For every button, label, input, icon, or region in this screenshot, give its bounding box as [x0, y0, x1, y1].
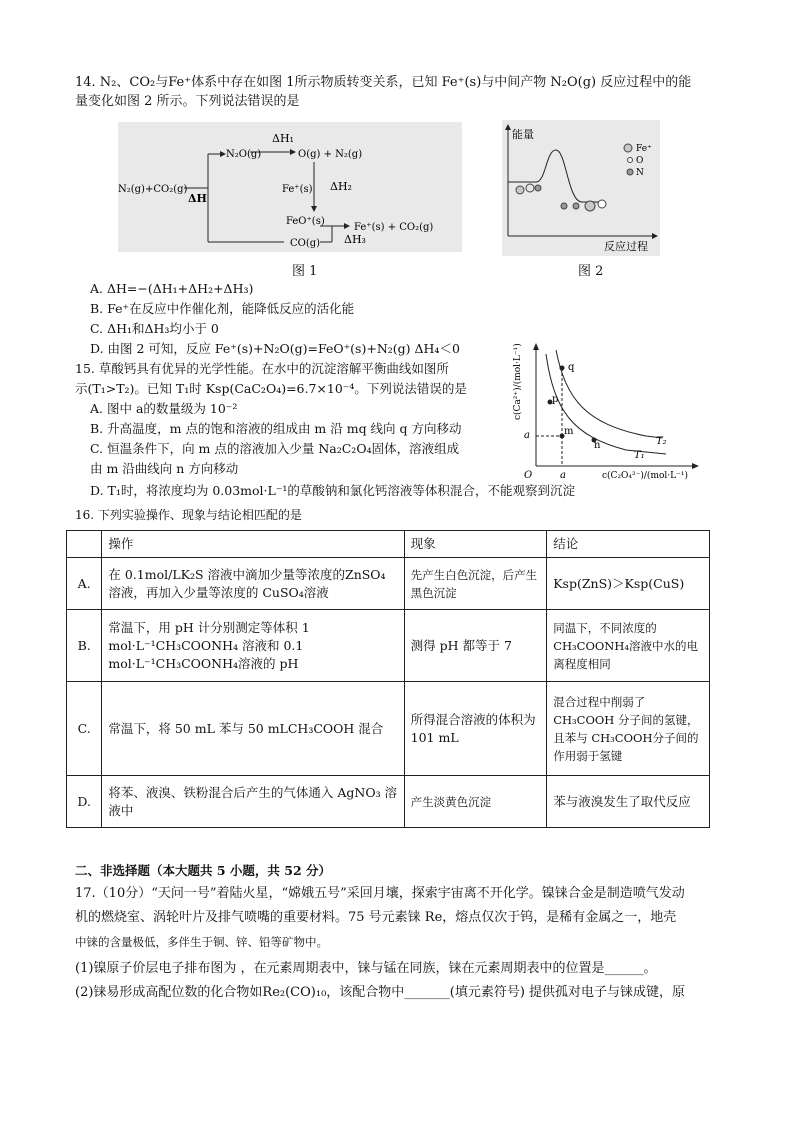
fig1-product: Fe⁺(s) + CO₂(g) [354, 222, 434, 233]
row-label: D. [67, 776, 102, 828]
q15-a-x: a [560, 470, 566, 481]
fig1-n2o: N₂O(g) [226, 149, 262, 160]
q14-option-b: B. Fe⁺在反应中作催化剂，能降低反应的活化能 [90, 301, 355, 316]
q16-experiment-table [66, 530, 710, 828]
fig1-dH2: ΔH₂ [330, 180, 352, 193]
fig1-feo-plus: FeO⁺(s) [286, 216, 325, 227]
row-label: A. [67, 558, 102, 610]
point-q-marker [560, 366, 565, 371]
row-conclusion: 同温下，不同浓度的CH₃COONH₄溶液中水的电离程度相同 [547, 610, 710, 682]
point-p: p [552, 394, 559, 405]
fig2-feo-species [585, 201, 595, 211]
fig2-n-atom [573, 203, 579, 209]
row-phenomenon: 先产生白色沉淀，后产生黑色沉淀 [404, 558, 547, 610]
section-2-heading: 二、非选择题（本大题共 5 小题，共 52 分） [75, 863, 332, 878]
fig2-ylabel: 能量 [512, 128, 534, 141]
figure-2 [502, 120, 660, 256]
figure-1-caption: 图 1 [292, 264, 318, 279]
q15-option-c-cont: 由 m 沿曲线向 n 方向移动 [90, 461, 239, 476]
q16-title: 16. 下列实验操作、现象与结论相匹配的是 [75, 508, 302, 522]
row-conclusion: 混合过程中削弱了CH₃COOH 分子间的氢键，且苯与 CH₃COOH分子间的作用弱于氢键 [547, 682, 710, 776]
fig2-n-atom [535, 185, 541, 191]
q17-line2: 机的燃烧室、涡轮叶片及排气喷嘴的重要材料。75 号元素铼 Re，熔点仅次于钨，是稀有金属之一，地壳 [75, 910, 677, 925]
point-q: q [568, 362, 575, 373]
row-phenomenon: 测得 pH 都等于 7 [404, 610, 547, 682]
row-phenomenon: 所得混合溶液的体积为 101 mL [404, 682, 547, 776]
legend-n: N [636, 168, 644, 178]
q17-sub2: (2)铼易形成高配位数的化合物如Re₂(CO)₁₀，该配合物中_______(填元素符号) 提供孤对电子与铼成键，原 [75, 985, 686, 1000]
row-operation: 将苯、液溴、铁粉混合后产生的气体通入 AgNO₃ 溶液中 [102, 776, 404, 828]
fig1-reactants: N₂(g)+CO₂(g) [118, 184, 188, 195]
row-operation: 常温下，用 pH 计分别测定等体积 1 mol·L⁻¹CH₃COONH₄ 溶液和 0.1 mol·L⁻¹CH₃COONH₄溶液的 pH [102, 610, 404, 682]
q15-origin: O [524, 470, 533, 481]
q14-option-c: C. ΔH₁和ΔH₃均小于 0 [90, 321, 219, 336]
legend-fe: Fe⁺ [636, 144, 652, 154]
figure-1-diagram [118, 122, 462, 252]
header-label [67, 531, 102, 558]
curve-label-t1: T₁ [634, 450, 645, 461]
fig2-fe-atom [516, 186, 524, 194]
row-operation: 在 0.1mol/LK₂S 溶液中滴加少量等浓度的ZnSO₄溶液，再加入少量等浓度的 CuSO₄溶液 [102, 558, 404, 610]
q15-xlabel: c(C₂O₄²⁻)/(mol·L⁻¹) [602, 471, 688, 481]
figure-2-diagram [502, 120, 660, 256]
q17-line3: 中铼的含量极低，多伴生于铜、锌、铅等矿物中。 [75, 935, 328, 949]
figure-2-caption: 图 2 [578, 264, 604, 279]
fig1-dH: ΔH [188, 192, 207, 205]
row-operation: 常温下，将 50 mL 苯与 50 mLCH₃COOH 混合 [102, 682, 404, 776]
fig1-o-n2: O(g) + N₂(g) [298, 149, 363, 160]
q15-ylabel: c(Ca²⁺)/(mol·L⁻¹) [513, 343, 523, 420]
legend-n-icon [627, 169, 633, 175]
q15-a-y: a [524, 430, 530, 441]
point-n: n [594, 440, 601, 451]
q15-stem-line2: 示(T₁>T₂)。已知 T₁时 Ksp(CaC₂O₄)=6.7×10⁻⁴。下列说法错误的是 [75, 381, 467, 396]
figure-1 [118, 122, 462, 252]
legend-fe-icon [624, 144, 632, 152]
row-label: C. [67, 682, 102, 776]
legend-o-icon [628, 158, 633, 163]
fig2-n2o-molecule [526, 184, 534, 192]
row-conclusion: Ksp(ZnS)＞Ksp(CuS) [547, 558, 710, 610]
fig2-o-atom [598, 200, 606, 208]
table-row [67, 610, 710, 682]
table-row [67, 776, 710, 828]
legend-o: O [636, 156, 644, 166]
fig2-xlabel: 反应过程 [604, 240, 648, 253]
q15-option-b: B. 升高温度，m 点的饱和溶液的组成由 m 沿 mq 线向 q 方向移动 [90, 421, 462, 436]
q15-graph [506, 340, 702, 482]
fig1-co: CO(g) [290, 238, 321, 249]
q14-option-a: A. ΔH=−(ΔH₁+ΔH₂+ΔH₃) [90, 281, 254, 296]
q15-graph-svg [506, 340, 702, 482]
q15-option-a: A. 图中 a的数量级为 10⁻² [90, 401, 238, 416]
q17-sub1: (1)镍原子价层电子排布图为 ，在元素周期表中，铼与锰在同族，铼在元素周期表中的位置是______。 [75, 961, 657, 976]
curve-label-t2: T₂ [656, 436, 667, 447]
fig1-dH1: ΔH₁ [272, 132, 294, 145]
q14-option-d: D. 由图 2 可知，反应 Fe⁺(s)+N₂O(g)=FeO⁺(s)+N₂(g) ΔH₄＜0 [90, 341, 460, 356]
row-label: B. [67, 610, 102, 682]
fig1-fe-plus: Fe⁺(s) [282, 184, 313, 195]
header-conclusion: 结论 [547, 531, 710, 558]
row-phenomenon: 产生淡黄色沉淀 [404, 776, 547, 828]
q15-option-c: C. 恒温条件下，向 m 点的溶液加入少量 Na₂C₂O₄固体，溶液组成 [90, 441, 460, 456]
table-row [67, 558, 710, 610]
q15-stem-line1: 15. 草酸钙具有优异的光学性能。在水中的沉淀溶解平衡曲线如图所 [75, 361, 449, 376]
table-row [67, 682, 710, 776]
header-operation: 操作 [102, 531, 404, 558]
q14-stem-line1: 14. N₂、CO₂与Fe⁺体系中存在如图 1所示物质转变关系，已知 Fe⁺(s)与中间产物 N₂O(g) 反应过程中的能 [75, 75, 692, 90]
q15-option-d: D. T₁时，将浓度均为 0.03mol·L⁻¹的草酸钠和氯化钙溶液等体积混合，不能观察到沉淀 [90, 483, 575, 498]
point-m: m [564, 426, 574, 437]
fig2-n2-molecule [561, 203, 567, 209]
row-conclusion: 苯与液溴发生了取代反应 [547, 776, 710, 828]
fig1-dH3: ΔH₃ [344, 233, 366, 246]
table-header-row [67, 531, 710, 558]
q14-stem-line2: 量变化如图 2 所示。下列说法错误的是 [75, 94, 300, 109]
header-phenomenon: 现象 [404, 531, 547, 558]
q17-line1: 17.（10分）“天问一号”着陆火星，“嫦娥五号”采回月壤，探索宇宙离不开化学。镍铼合金是制造喷气发动 [75, 886, 685, 901]
